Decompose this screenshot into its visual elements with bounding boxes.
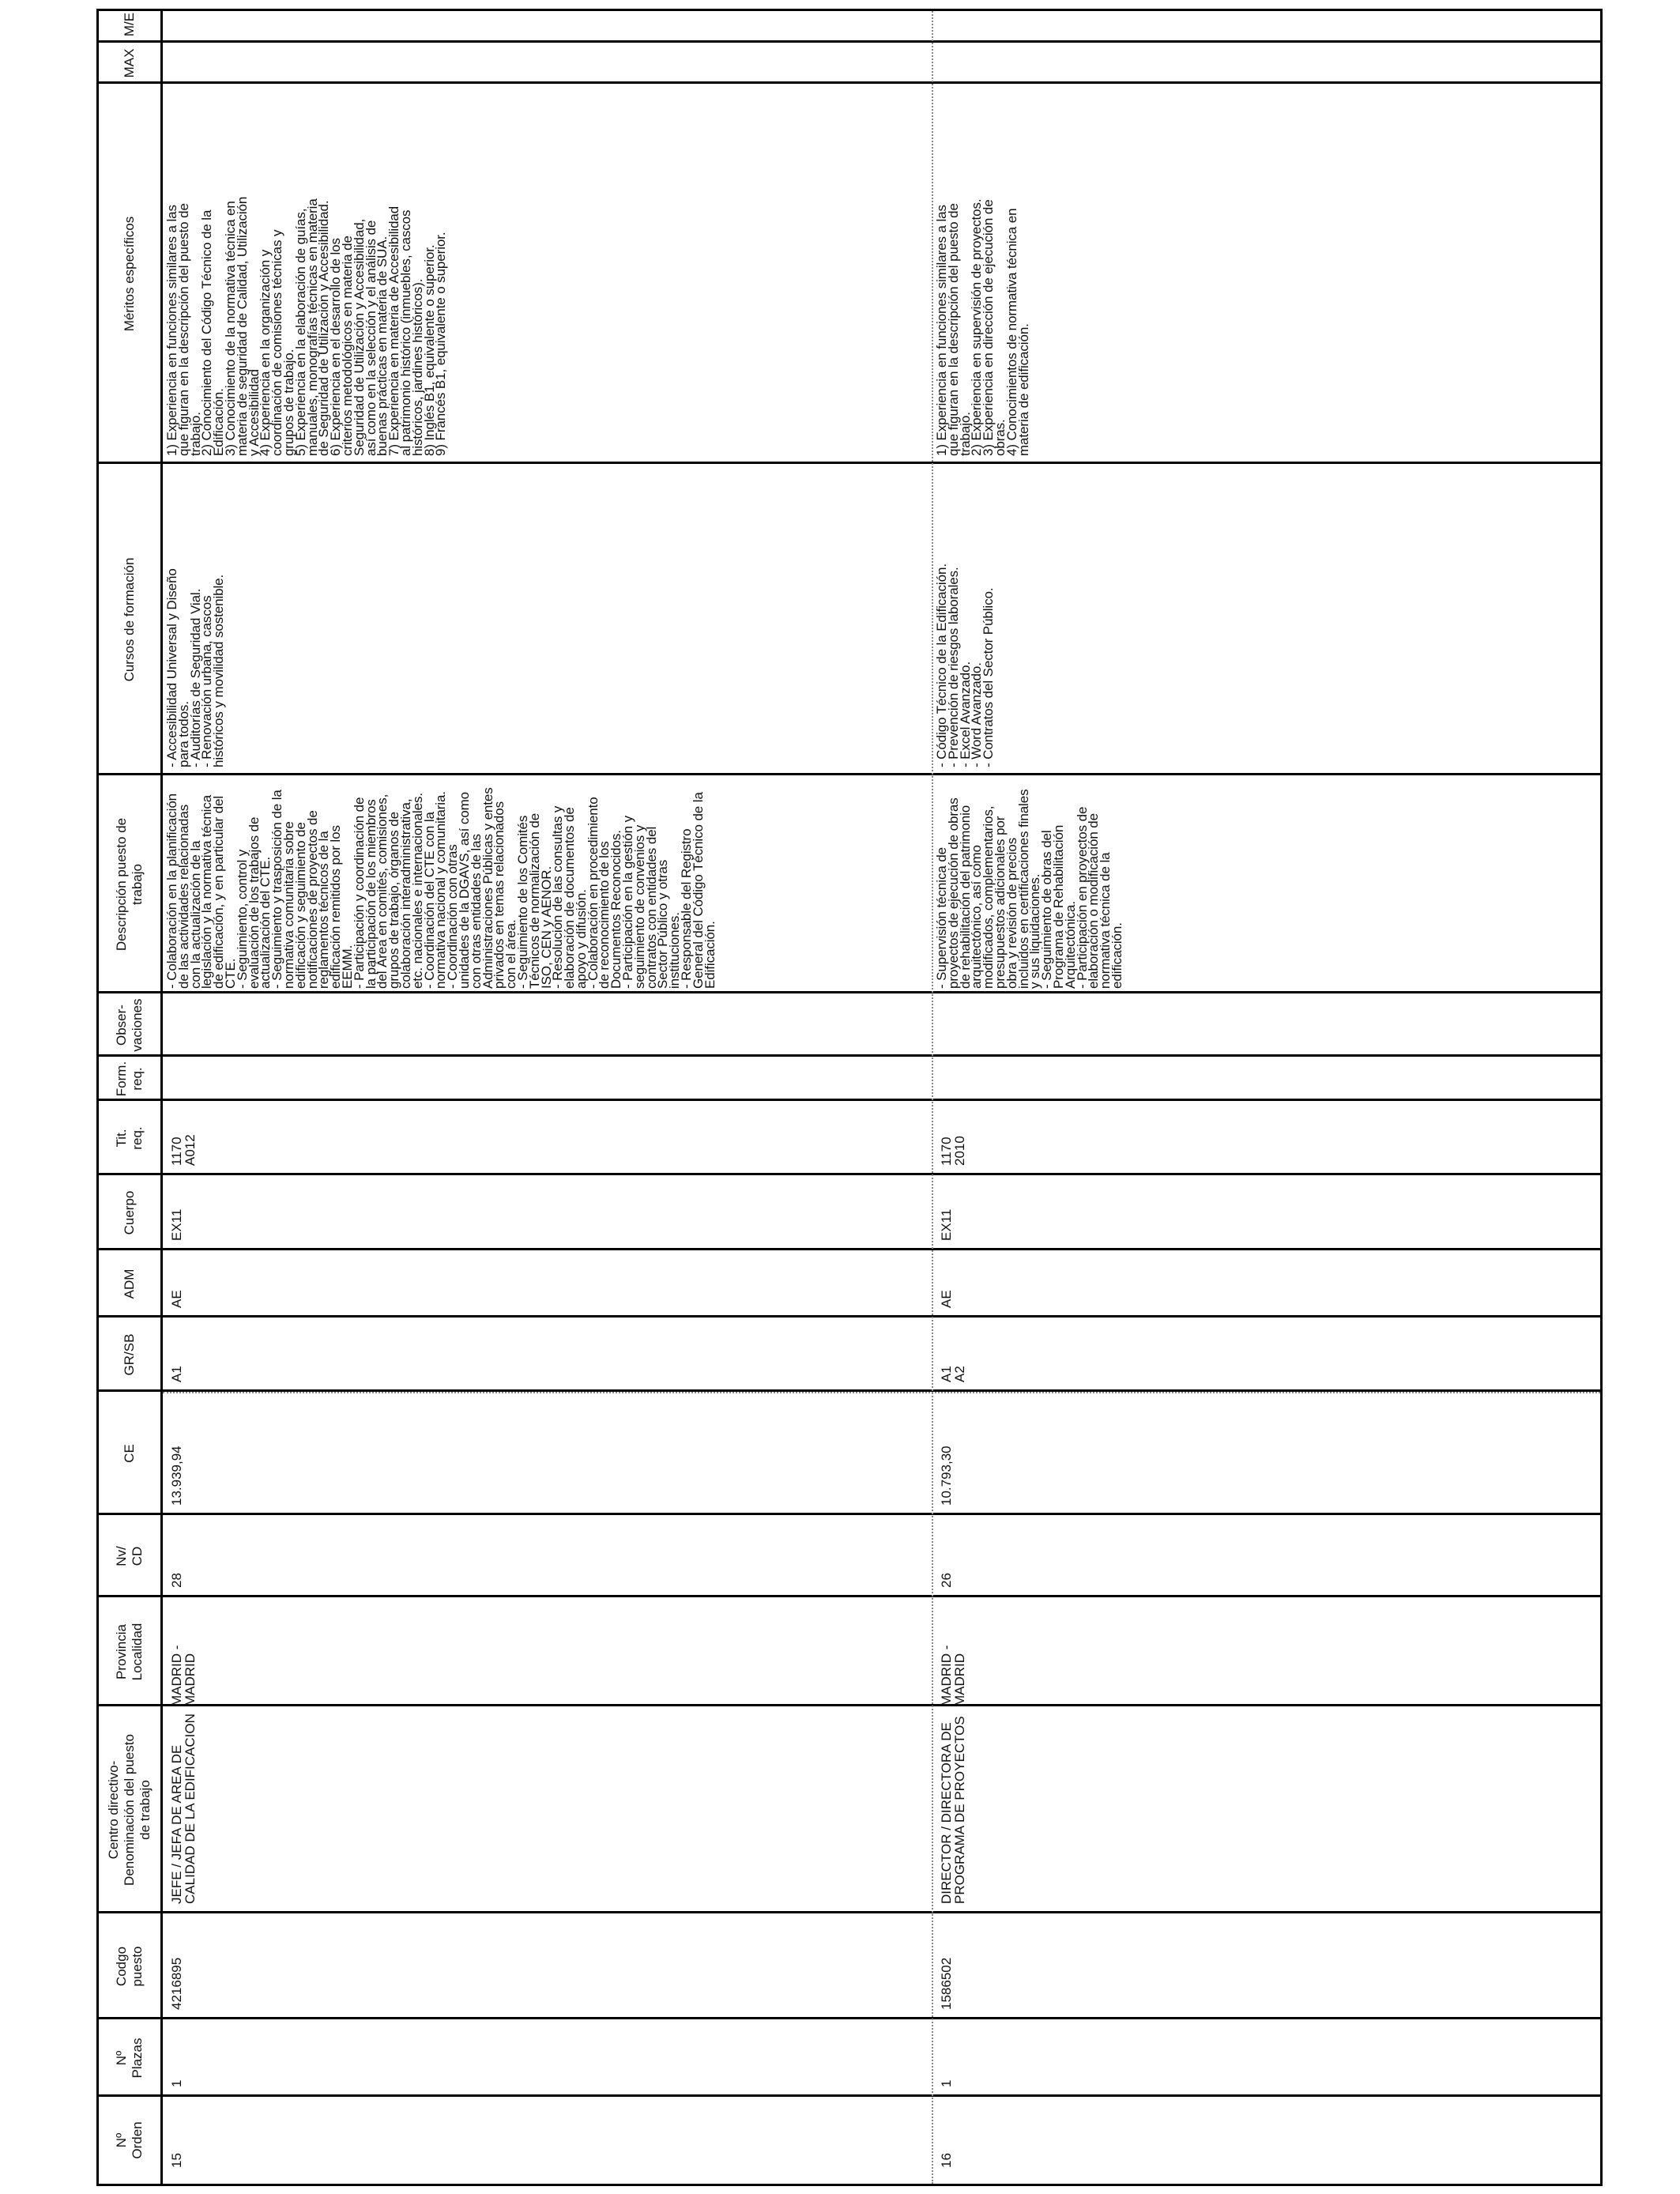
header-orden: Nº Orden <box>114 2121 145 2159</box>
column-divider <box>99 1595 1600 1597</box>
header-divider <box>160 11 163 2184</box>
header-cuerpo: Cuerpo <box>122 1190 137 1235</box>
header-me: M/E <box>122 12 137 37</box>
cell-ce: 10.793,30 <box>939 1446 954 1506</box>
cell-titulacion: 1170 2010 <box>939 1136 967 1166</box>
cell-provincia: MADRID - MADRID <box>939 1645 967 1706</box>
cell-titulacion: 1170 A012 <box>169 1134 198 1166</box>
header-provincia: Provincia Localidad <box>114 1623 145 1681</box>
row-separator <box>932 11 933 2184</box>
cell-meritos: 1) Experiencia en funciones similares a las que figuran en la descripción del puesto de trabajo. 2) Experiencia en supervisión de proyectos. 3) Experiencia en dirección de ejecución de obras. 4) Conocimientos de normativa técnica en materia de edificación. <box>934 198 1031 456</box>
header-ce: CE <box>122 1444 137 1463</box>
cell-denominacion: JEFE / JEFA DE AREA DE CALIDAD DE LA EDIFICACION <box>169 1713 198 1904</box>
cell-descripcion: - Colaboración en la planificación de las actividades relacionadas con la actualización de la legislación y la normativa técnica de edificación, y en particular del CTE. - Seguimiento, control y evaluación de los trabajos de actualización del CTE. - Seguimiento y trasposición de la normativa comunitaria sobre edificación y seguimiento de notificaciones de proyectos de reglamentos técnicos de la edificación remitidos por los EEMM. - Participación y coordinación de la participación de los miembros del Área en comités, comisiones, grupos de trabajo, órganos de colaboración interadministrativa, etc. nacionales e internacionales. - Coordinación del CTE con la normativa nacional y comunitaria. - Coordinación con otras unidades de la DGAVS, así como con otras entidades de las Administraciones Públicas y entes privados en temas relacionados con el área. - Seguimiento de los Comités Técnicos de normalización de ISO, CEN y AENOR. - Resolución de las consultas y elaboración de documentos de apoyo y difusión. - Colaboración en procedimiento de reconocimiento de los Documentos Reconocidos. - Participación en la gestión y seguimiento de convenios y contratos con entidades del Sector Público y otras instituciones. - Responsable del Registro General del Código Técnico de la Edificación. <box>164 787 718 989</box>
header-centro: Centro directivo- Denominación del puesto de trabajo <box>106 1734 153 1886</box>
column-divider <box>99 1099 1600 1101</box>
cell-cursos: - Código Técnico de la Edificación. - Prevención de riesgos laborales. - Excel Avanzado. - Word Avanzado. - Contratos del Sector Público. <box>934 564 996 767</box>
header-nivel: Nv/ CD <box>114 1546 145 1566</box>
cell-plazas: 1 <box>169 2079 184 2087</box>
header-plazas: Nº Plazas <box>114 2038 145 2079</box>
header-observaciones: Obser- vaciones <box>114 998 145 1052</box>
cell-orden: 15 <box>169 2153 184 2168</box>
column-divider <box>99 1513 1600 1515</box>
cell-grupo: A1 <box>169 1366 184 1382</box>
column-divider <box>99 2094 1600 2097</box>
cell-codigo: 1586502 <box>939 1957 954 2010</box>
cell-codigo: 4216895 <box>169 1957 184 2010</box>
cell-cuerpo: EX11 <box>939 1208 954 1241</box>
cell-cuerpo: EX11 <box>169 1208 184 1241</box>
header-descripcion: Descripción puesto de trabajo <box>114 817 145 952</box>
cell-nivel: 26 <box>939 1573 954 1588</box>
column-divider <box>99 1911 1600 1913</box>
column-divider <box>99 462 1600 464</box>
cell-adm: AE <box>939 1290 954 1308</box>
cell-denominacion: DIRECTOR / DIRECTORA DE PROGRAMA DE PROYECTOS <box>939 1716 967 1904</box>
cell-nivel: 28 <box>169 1573 184 1588</box>
cell-orden: 16 <box>939 2153 954 2168</box>
cell-plazas: 1 <box>939 2079 954 2087</box>
header-cursos: Cursos de formación <box>122 557 137 682</box>
cell-adm: AE <box>169 1290 184 1308</box>
cell-meritos: 1) Experiencia en funciones similares a las que figuran en la descripción del puesto de trabajo. 2) Conocimiento del Código Técnico de la Edificación. 3) Conocimiento de la normativa técnica en materia de seguridad de Calidad, Utilización y Accesibilidad 4) Experiencia en la organización y coordinación de comisiones técnicas y grupos de trabajo. 5) Experiencia en la elaboración de guías, manuales, monografías técnicas en materia de Seguridad de Utilización y Accesibilidad. 6) Experiencia en el desarrollo de los criterios metodológicos en materia de Seguridad de Utilización y Accesibilidad, así como en la selección y el análisis de buenas prácticas en materia de SUA. 7) Experiencia en materia de Accesibilidad al patrimonio histórico (inmuebles, cascos históricos, jardines históricos). 8) Inglés B1, equivalente o superior. 9) Francés B1, equivalente o superior. <box>164 196 449 456</box>
column-divider <box>99 2017 1600 2019</box>
cell-ce: 13.939,94 <box>169 1446 184 1506</box>
column-divider <box>99 40 1600 43</box>
column-divider <box>99 991 1600 993</box>
cell-provincia: MADRID - MADRID <box>169 1645 198 1706</box>
cell-cursos: - Accesibilidad Universal y Diseño para todos. - Auditorías de Seguridad Vial. - Renovación urbana, cascos históricos y movilidad sostenible. <box>164 568 227 767</box>
column-divider <box>99 1248 1600 1250</box>
header-meritos: Méritos específicos <box>122 216 137 332</box>
job-positions-table <box>96 9 1603 2186</box>
cell-descripcion: - Supervisión técnica de proyectos de ejecución de obras de rehabilitación del patrimonio arquitectónico, así como modificados, complementarios, presupuestos adicionales por obra y revisión de precios incluidos en certificaciones finales y sus liquidaciones. - Seguimiento de obras del Programa de Rehabilitación Arquitectónica. - Participación en proyectos de elaboración o modificación de normativa técnica de la edificación. <box>934 789 1124 989</box>
column-divider <box>99 1704 1600 1706</box>
dotted-guide <box>163 1392 1600 1393</box>
header-adm: ADM <box>122 1269 137 1299</box>
column-divider <box>99 1173 1600 1175</box>
cell-grupo: A1 A2 <box>939 1366 967 1382</box>
header-max: MAX <box>122 48 137 78</box>
header-titulacion: Tit. req. <box>114 1126 145 1150</box>
column-divider <box>99 1054 1600 1057</box>
header-formacion: Form. req. <box>114 1061 145 1097</box>
header-grupo: GR/SB <box>122 1333 137 1376</box>
column-divider <box>99 1315 1600 1318</box>
column-divider <box>99 81 1600 84</box>
header-codigo: Codgo puesto <box>114 1946 145 1987</box>
